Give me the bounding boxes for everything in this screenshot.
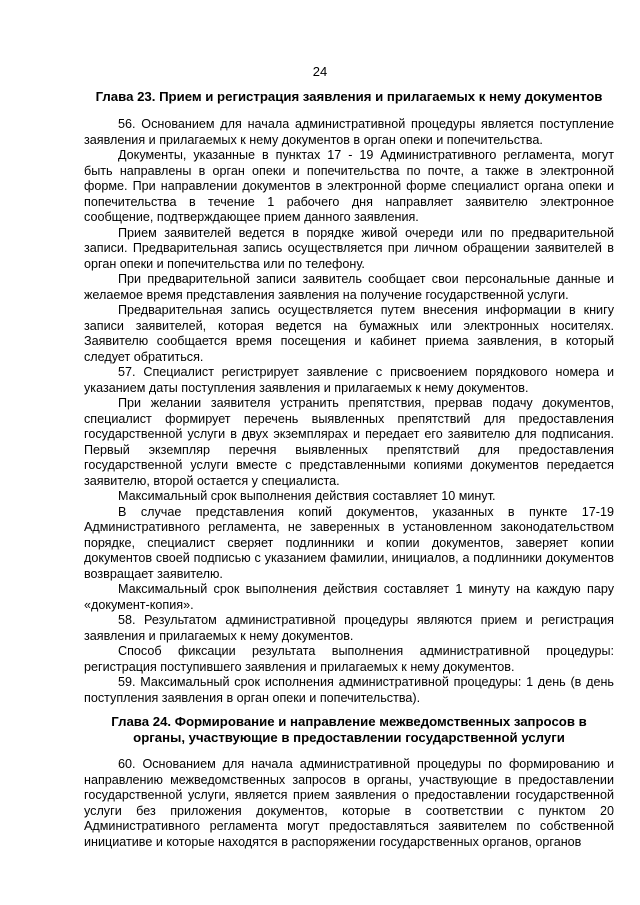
chapter-24-body (84, 757, 614, 850)
chapter-23-body (84, 117, 614, 706)
paragraph: 56. Основанием для начала административной процедуры является поступление заявления и прилагаемых к нему документов в орган опеки и попечительства. (84, 117, 614, 147)
paragraph: Максимальный срок выполнения действия составляет 1 минуту на каждую пару «документ-копия». (84, 582, 614, 612)
chapter-23-heading: Глава 23. Прием и регистрация заявления и прилагаемых к нему документов (95, 89, 603, 104)
paragraph: Максимальный срок выполнения действия составляет 10 минут. (118, 489, 496, 503)
paragraph: Способ фиксации результата выполнения административной процедуры: регистрация поступившего заявления и прилагаемых к нему документов. (84, 644, 614, 674)
paragraph: При желании заявителя устранить препятствия, прервав подачу документов, специалист формирует перечень выявленных препятствий для предоставления государственной услуги в двух экземплярах и передает его заявителю для подписания. Первый экземпляр перечня выявленных препятствий для предоставления государственной услуги вместе с представленными копиями документов передается заявителю, второй остается у специалиста. (84, 396, 614, 488)
paragraph: Предварительная запись осуществляется путем внесения информации в книгу записи заявителей, которая ведется на бумажных или электронных носителях. Заявителю сообщается время посещения и кабинет приема заявления, в который следует обратиться. (84, 303, 614, 364)
paragraph: 57. Специалист регистрирует заявление с присвоением порядкового номера и указанием даты поступления заявления и прилагаемых к нему документов. (84, 365, 614, 395)
page-number: 24 (312, 64, 328, 79)
paragraph: Прием заявителей ведется в порядке живой очереди или по предварительной записи. Предварительная запись осуществляется при личном обращении заявителей в орган опеки и попечительства или по телефону. (84, 225, 614, 271)
paragraph: Документы, указанные в пунктах 17 - 19 Административного регламента, могут быть направлены в орган опеки и попечительства по почте, а также в электронной форме. При направлении документов в электронной форме специалист органа опеки и попечительства в течение 1 рабочего дня направляет заявителю электронное сообщение, подтверждающее прием данного заявления. (84, 148, 614, 224)
paragraph: 59. Максимальный срок исполнения административной процедуры: 1 день (в день поступления заявления в орган опеки и попечительства). (84, 675, 614, 705)
paragraph: 58. Результатом административной процедуры являются прием и регистрация заявления и прилагаемых к нему документов. (84, 613, 614, 643)
paragraph: 60. Основанием для начала административной процедуры по формированию и направлению межведомственных запросов в органы, участвующие в предоставлении государственной услуги, является прием заявления о предоставлении государственной услуги без приложения документов, которые в соответствии с пунктом 20 Административного регламента могут предоставляться заявителем по собственной инициативе и которые находятся в распоряжении государственных органов, органов (84, 757, 614, 849)
paragraph: В случае представления копий документов, указанных в пункте 17-19 Административного регламента, не заверенных в установленном законодательством порядке, специалист сверяет подлинники и копии документов, заверяет копии документов своей подписью с указанием фамилии, инициалов, а подлинники документов возвращает заявителю. (84, 504, 614, 581)
chapter-24-heading: Глава 24. Формирование и направление межведомственных запросов в органы, участвующие в предоставлении государственной услуги (111, 714, 587, 745)
paragraph: При предварительной записи заявитель сообщает свои персональные данные и желаемое время представления заявления на получение государственной услуги. (84, 272, 614, 302)
